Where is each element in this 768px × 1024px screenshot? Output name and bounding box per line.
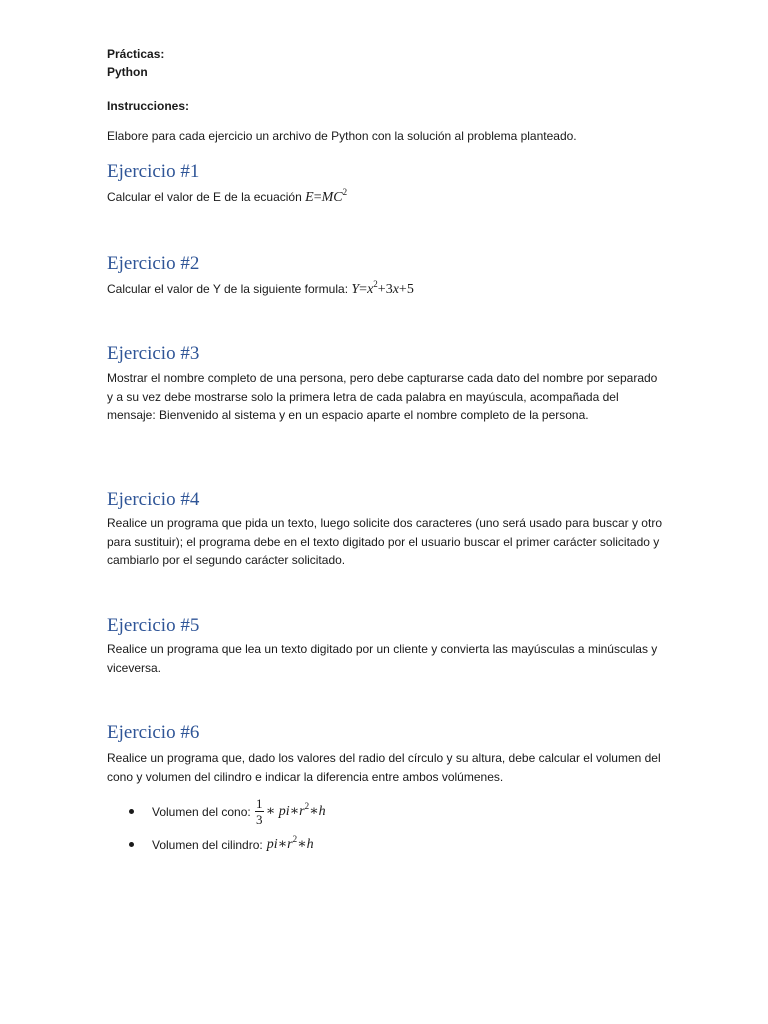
- exercise-2-formula: $Y=x^2+3x+5$: [351, 279, 414, 297]
- cone-volume-formula: ∗ $pi∗r^2∗h$: [265, 801, 326, 819]
- python-label: Python: [107, 65, 148, 79]
- exercise-1-title: Ejercicio #1: [107, 161, 200, 182]
- exercise-1-text: Calcular el valor de E de la ecuación: [107, 190, 302, 204]
- cone-volume-label: Volumen del cono:: [152, 804, 251, 819]
- exercise-5-title: Ejercicio #5: [107, 615, 200, 636]
- instructions-text: Elabore para cada ejercicio un archivo de Python con la solución al problema planteado.: [107, 129, 577, 143]
- exercise-5-text: Realice un programa que lea un texto digitado por un cliente y convierta las mayúsculas a minúsculas y viceversa.: [107, 642, 658, 675]
- exercise-1-text-line: [107, 188, 663, 208]
- exercise-2-text-line: [107, 280, 663, 300]
- exercise-3-text: Mostrar el nombre completo de una persona, pero debe capturarse cada dato del nombre por separado y a su vez debe mostrarse solo la primera letra de cada palabra en mayúscula, acompañada del mensaje: Bienvenido al sistema y en un espacio aparte el nombre completo de la persona.: [107, 371, 658, 422]
- exercise-3-title: Ejercicio #3: [107, 343, 200, 364]
- exercise-4-title: Ejercicio #4: [107, 489, 200, 510]
- instructions-label: Instrucciones:: [107, 99, 190, 113]
- cylinder-volume-label: Volumen del cilindro:: [152, 837, 263, 852]
- bullet-cylinder-volume: [129, 836, 314, 853]
- exercise-4-text: Realice un programa que pida un texto, luego solicite dos caracteres (uno será usado para buscar y otro para sustituir); el programa debe en el texto digitado por el usuario buscar el primer carácter solicitado y cambiarlo por el segundo carácter solicitado.: [107, 516, 662, 567]
- cylinder-volume-formula: $pi∗r^2∗h$: [266, 834, 314, 852]
- bullet-dot: [129, 842, 134, 847]
- bullet-cone-volume: [129, 797, 326, 826]
- bullet-dot: [129, 809, 134, 814]
- exercise-6-title: Ejercicio #6: [107, 722, 200, 743]
- exercise-1-formula: $E=MC^2$: [305, 187, 348, 205]
- practicas-label: Prácticas:: [107, 47, 165, 61]
- exercise-6-text: Realice un programa que, dado los valores del radio del círculo y su altura, debe calcular el volumen del cono y volumen del cilindro e indicar la diferencia entre ambos volúmenes.: [107, 751, 661, 784]
- exercise-2-title: Ejercicio #2: [107, 253, 200, 274]
- one-third-fraction: $\frac{1}{3}$: [256, 796, 263, 827]
- exercise-2-text: Calcular el valor de Y de la siguiente formula:: [107, 282, 349, 296]
